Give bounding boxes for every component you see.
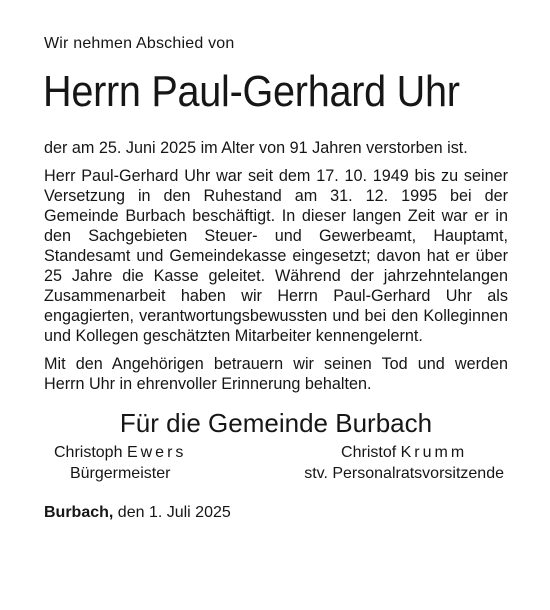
paragraph-death-info: der am 25. Juni 2025 im Alter von 91 Jahren verstorben ist.: [44, 139, 468, 157]
signer-name: [304, 442, 504, 463]
signer-name: [54, 442, 186, 463]
signer-mayor: [54, 442, 186, 484]
signatories: [44, 442, 508, 484]
organization-name: Für die Gemeinde Burbach: [119, 408, 433, 438]
signer-last-name: Krumm: [400, 444, 468, 461]
signer-role: Bürgermeister: [69, 465, 171, 482]
signer-first-name: Christof: [341, 444, 397, 461]
deceased-name: Herrn Paul-Gerhard Uhr: [43, 67, 460, 116]
signer-first-name: Christoph: [54, 444, 123, 461]
signer-role: stv. Personalratsvorsitzende: [304, 465, 504, 482]
paragraph-condolence: Mit den Angehörigen betrauern wir seinen Tod und werden Herrn Uhr in ehrenvoller Erinnerung behalten.: [44, 355, 508, 393]
intro-text: Wir nehmen Abschied von: [44, 35, 235, 52]
signer-last-name: Ewers: [126, 444, 187, 461]
place-and-date: [44, 503, 508, 523]
place: Burbach,: [44, 504, 114, 521]
date: den 1. Juli 2025: [117, 504, 231, 521]
paragraph-career: Herr Paul-Gerhard Uhr war seit dem 17. 10. 1949 bis zu seiner Versetzung in den Ruhestand am 31. 12. 1995 bei der Gemeinde Burbach beschäftigt. In dieser langen Zeit war er in den Sachgebieten Steuer- und Gewerbeamt, Hauptamt, Standesamt und Gemeindekasse eingesetzt; davon hat er über 25 Jahre die Kasse geleitet. Während der jahrzehntelangen Zusammenarbeit haben wir Herrn Paul-Gerhard Uhr als engagierten, verantwortungsbewussten und bei den Kolleginnen und Kollegen geschätzten Mitarbeiter kennengelernt.: [44, 167, 508, 345]
notice-body: [44, 138, 508, 394]
signer-staff-council: [304, 442, 504, 484]
